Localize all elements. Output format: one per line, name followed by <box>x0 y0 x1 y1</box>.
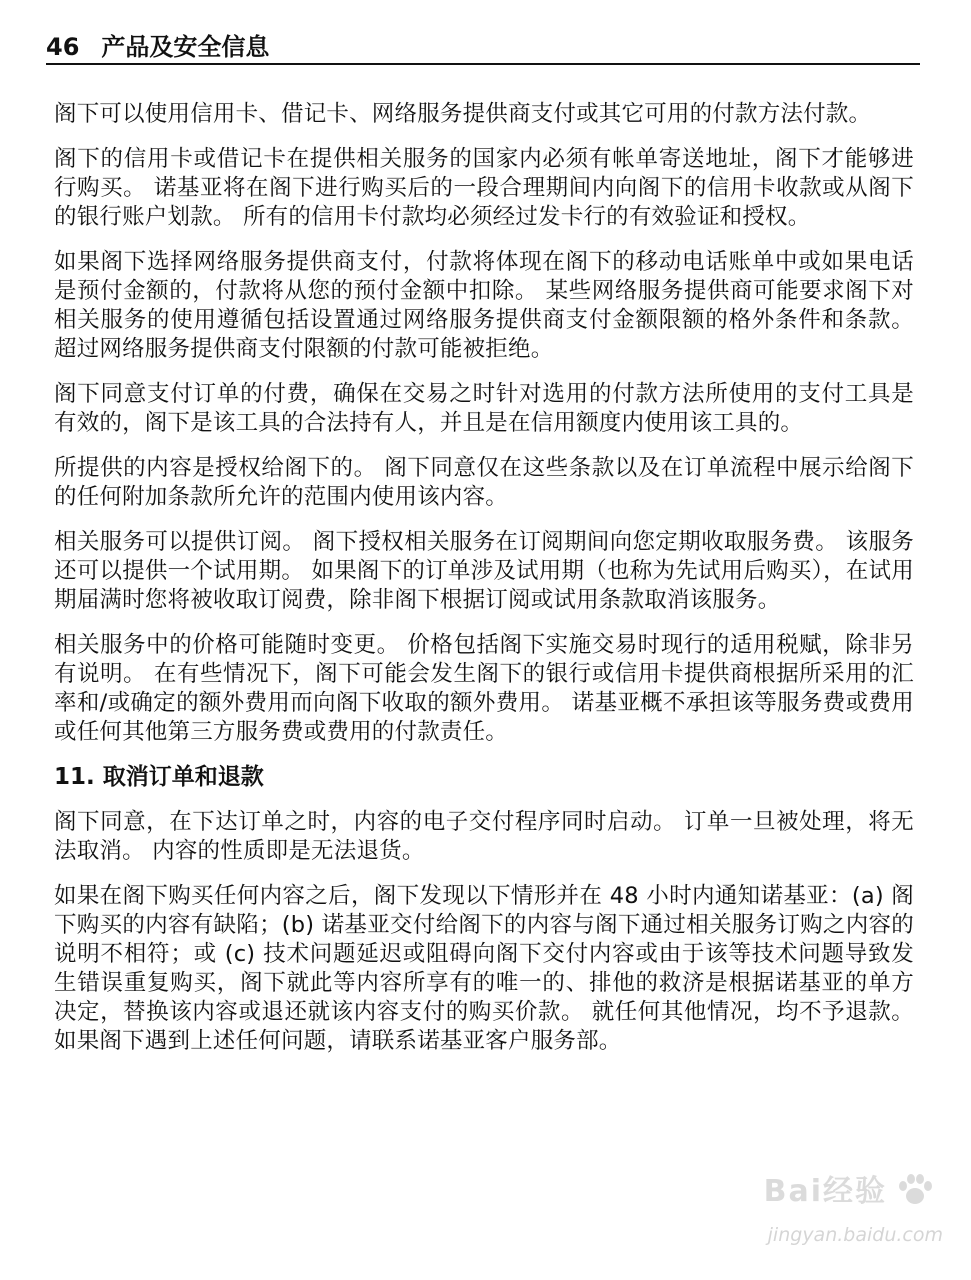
paragraph-card-billing: 阁下的信用卡或借记卡在提供相关服务的国家内必须有帐单寄送地址，阁下才能够进行购买。 诺基亚将在阁下进行购买后的一段合理期间内向阁下的信用卡收款或从阁下的银行账户划款。 所有的信用卡付款均必须经过发卡行的有效验证和授权。 <box>54 146 914 230</box>
section-heading-cancellation: 11. 取消订单和退款 <box>54 764 264 790</box>
paragraph-pricing: 相关服务中的价格可能随时变更。 价格包括阁下实施交易时现行的适用税赋，除非另有说明。 在有些情况下，阁下可能会发生阁下的银行或信用卡提供商根据所采用的汇率和/或确定的额外费用而向阁下收取的额外费用。 诺基亚概不承担该等服务费或费用或任何其他第三方服务费或费用的付款责任。 <box>54 632 914 745</box>
watermark-url: jingyan.baidu.com <box>767 1224 943 1246</box>
paragraph-order-processing: 阁下同意，在下达订单之时，内容的电子交付程序同时启动。 订单一旦被处理，将无法取消。 内容的性质即是无法退货。 <box>54 809 914 864</box>
watermark-logo-text: Bai经验 <box>763 1174 887 1209</box>
page-header <box>46 33 920 65</box>
paragraph-payment-agreement: 阁下同意支付订单的付费，确保在交易之时针对选用的付款方法所使用的支付工具是有效的，阁下是该工具的合法持有人，并且是在信用额度内使用该工具的。 <box>54 381 914 436</box>
paragraph-content-license: 所提供的内容是授权给阁下的。 阁下同意仅在这些条款以及在订单流程中展示给阁下的任何附加条款所允许的范围内使用该内容。 <box>54 455 914 510</box>
paragraph-operator-billing: 如果阁下选择网络服务提供商支付，付款将体现在阁下的移动电话账单中或如果电话是预付金额的，付款将从您的预付金额中扣除。 某些网络服务提供商可能要求阁下对相关服务的使用遵循包括设置通过网络服务提供商支付金额限额的格外条件和条款。 超过网络服务提供商支付限额的付款可能被拒绝。 <box>54 249 914 362</box>
paragraph-refund-conditions: 如果在阁下购买任何内容之后，阁下发现以下情形并在 48 小时内通知诺基亚：(a) 阁下购买的内容有缺陷；(b) 诺基亚交付给阁下的内容与阁下通过相关服务订购之内容的说明不相符；或 (c) 技术问题延迟或阻碍向阁下交付内容或由于该等技术问题导致发生错误重复购买，阁下就此等内容所享有的唯一的、排他的救济是根据诺基亚的单方决定，替换该内容或退还就该内容支付的购买价款。 就任何其他情况，均不予退款。 如果阁下遇到上述任何问题，请联系诺基亚客户服务部。 <box>54 883 914 1054</box>
header-title: 产品及安全信息 <box>101 33 270 61</box>
page-number: 46 <box>46 33 80 61</box>
paragraph-payment-methods: 阁下可以使用信用卡、借记卡、网络服务提供商支付或其它可用的付款方法付款。 <box>54 101 872 127</box>
page-body <box>54 100 914 1072</box>
paragraph-subscriptions: 相关服务可以提供订阅。 阁下授权相关服务在订阅期间向您定期收取服务费。 该服务还可以提供一个试用期。 如果阁下的订单涉及试用期（也称为先试用后购买），在试用期届满时您将被收取订阅费，除非阁下根据订阅或试用条款取消该服务。 <box>54 529 914 613</box>
paw-icon <box>895 1172 935 1208</box>
watermark <box>743 1166 943 1246</box>
